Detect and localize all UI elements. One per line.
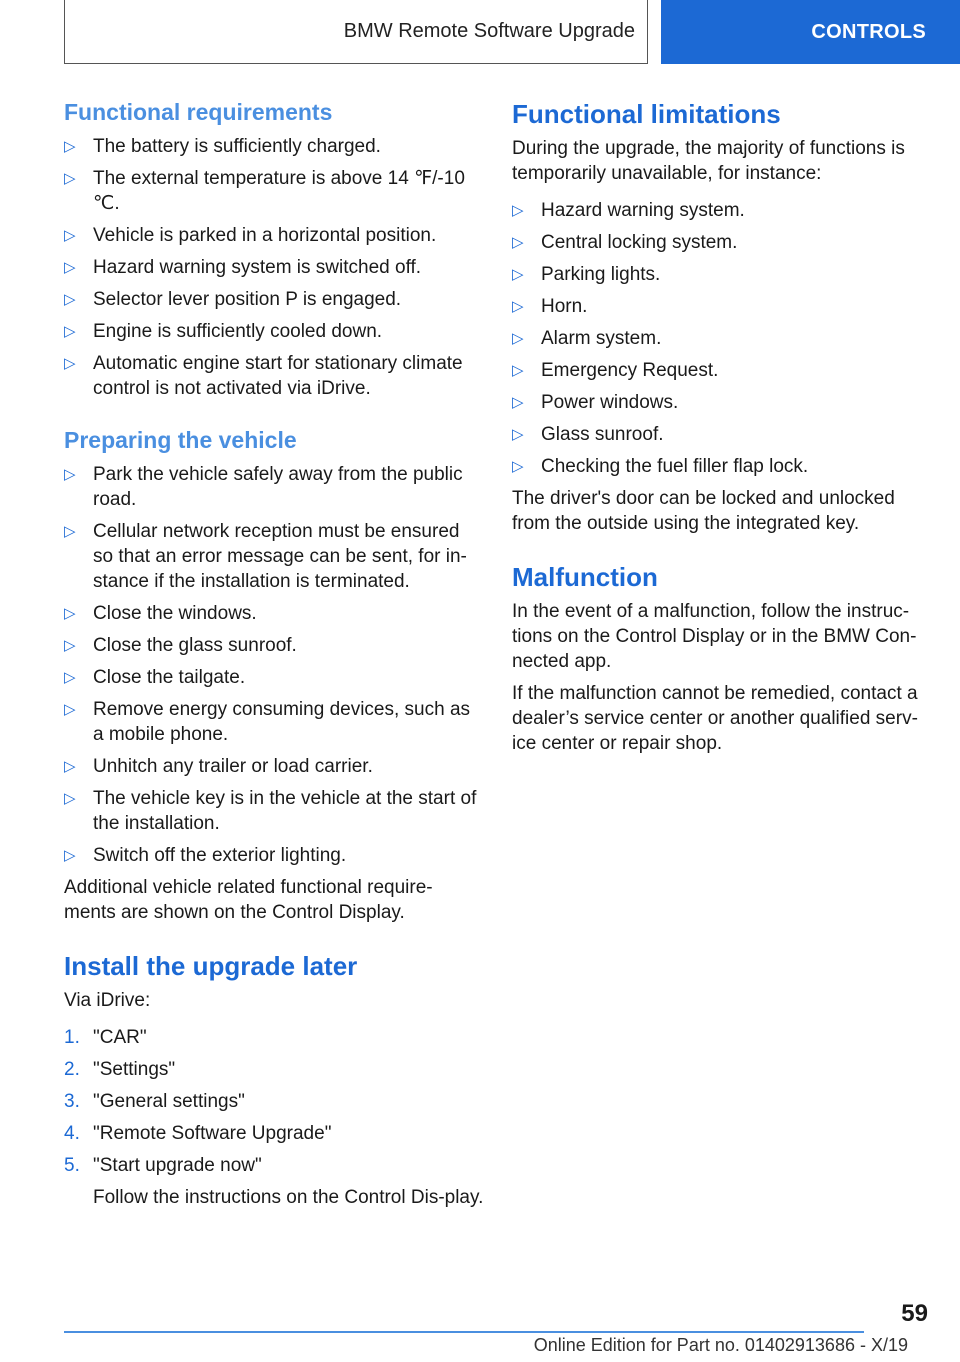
triangle-bullet-icon: ▷ [512, 393, 524, 411]
list-item: ▷ The external temperature is above 14 ℉/-10 ℃. [64, 167, 465, 214]
list-item: 5. "Start upgrade now" [64, 1154, 262, 1176]
triangle-bullet-icon: ▷ [64, 604, 76, 622]
list-item: 2. "Settings" [64, 1058, 176, 1080]
list-item: ▷ Close the windows. [64, 602, 257, 624]
limitations-list [512, 198, 927, 479]
triangle-bullet-icon: ▷ [64, 322, 76, 340]
footer-edition: Online Edition for Part no. 01402913686 - X/19 [533, 1335, 908, 1355]
list-item: ▷ Engine is sufficiently cooled down. [64, 320, 383, 342]
header-section-title [64, 0, 648, 64]
preparing-list [64, 462, 484, 868]
triangle-bullet-icon: ▷ [64, 700, 76, 718]
triangle-bullet-icon: ▷ [64, 290, 76, 308]
list-item: ▷ Unhitch any trailer or load carrier. [64, 755, 373, 777]
chapter-title: CONTROLS [811, 20, 926, 43]
list-item: ▷ Hazard warning system. [512, 199, 745, 221]
heading-install-later: Install the upgrade later [64, 950, 358, 981]
triangle-bullet-icon: ▷ [512, 297, 524, 315]
limitations-note: The driver's door can be locked and unlocked from the outside using the integrated key. [512, 487, 895, 534]
list-item: 3. "General settings" [64, 1090, 245, 1112]
triangle-bullet-icon: ▷ [512, 329, 524, 347]
install-steps [64, 1025, 484, 1178]
heading-functional-limitations: Functional limitations [512, 99, 781, 129]
malfunction-p1: In the event of a malfunction, follow the instruc-tions on the Control Display or in the BMW Con-nected app. [512, 600, 917, 672]
list-item: 1. "CAR" [64, 1026, 147, 1048]
triangle-bullet-icon: ▷ [64, 226, 76, 244]
triangle-bullet-icon: ▷ [64, 668, 76, 686]
malfunction-p2: If the malfunction cannot be remedied, contact a dealer’s service center or another qualified serv-ice center or repair shop. [512, 682, 918, 754]
list-item: ▷ Parking lights. [512, 263, 661, 285]
triangle-bullet-icon: ▷ [512, 233, 524, 251]
list-item: ▷ Glass sunroof. [512, 423, 664, 445]
triangle-bullet-icon: ▷ [512, 201, 524, 219]
triangle-bullet-icon: ▷ [64, 757, 76, 775]
list-item: ▷ Remove energy consuming devices, such as a mobile phone. [64, 698, 471, 745]
list-item: 4. "Remote Software Upgrade" [64, 1122, 332, 1144]
list-item: ▷ Vehicle is parked in a horizontal position. [64, 224, 437, 246]
list-item: ▷ Alarm system. [512, 327, 662, 349]
triangle-bullet-icon: ▷ [64, 789, 76, 807]
triangle-bullet-icon: ▷ [64, 354, 76, 372]
list-item: ▷ Automatic engine start for stationary climate control is not activated via iDrive. [64, 352, 463, 399]
list-item: ▷ Emergency Request. [512, 359, 719, 381]
triangle-bullet-icon: ▷ [64, 522, 76, 540]
left-column [64, 98, 484, 1217]
triangle-bullet-icon: ▷ [64, 636, 76, 654]
list-item: ▷ Power windows. [512, 391, 679, 413]
triangle-bullet-icon: ▷ [64, 137, 76, 155]
triangle-bullet-icon: ▷ [64, 465, 76, 483]
preparing-note: Additional vehicle related functional require-ments are shown on the Control Display. [64, 876, 433, 923]
list-item: ▷ The battery is sufficiently charged. [64, 135, 381, 157]
list-item: ▷ Switch off the exterior lighting. [64, 844, 347, 866]
heading-preparing-vehicle: Preparing the vehicle [64, 426, 297, 453]
list-item: ▷ Checking the fuel filler flap lock. [512, 455, 809, 477]
triangle-bullet-icon: ▷ [512, 425, 524, 443]
limitations-intro: During the upgrade, the majority of functions is temporarily unavailable, for instance: [512, 137, 905, 184]
right-column [512, 98, 927, 763]
triangle-bullet-icon: ▷ [512, 265, 524, 283]
list-item: ▷ Selector lever position P is engaged. [64, 288, 402, 310]
heading-functional-requirements: Functional requirements [64, 99, 333, 125]
triangle-bullet-icon: ▷ [64, 169, 76, 187]
list-item: ▷ Close the glass sunroof. [64, 634, 297, 656]
page-number: 59 [901, 1300, 928, 1327]
triangle-bullet-icon: ▷ [512, 457, 524, 475]
footer-divider [64, 1331, 864, 1333]
triangle-bullet-icon: ▷ [64, 258, 76, 276]
triangle-bullet-icon: ▷ [64, 846, 76, 864]
install-follow: Follow the instructions on the Control Dis-play. [93, 1186, 484, 1208]
heading-malfunction: Malfunction [512, 561, 658, 592]
list-item: ▷ Park the vehicle safely away from the public road. [64, 463, 463, 510]
list-item: ▷ Cellular network reception must be ensured so that an error message can be sent, for in-stance if the installation is terminated. [64, 520, 467, 592]
list-item: ▷ Close the tailgate. [64, 666, 246, 688]
requirements-list [64, 134, 484, 401]
list-item: ▷ Central locking system. [512, 231, 738, 253]
triangle-bullet-icon: ▷ [512, 361, 524, 379]
list-item: ▷ The vehicle key is in the vehicle at the start of the installation. [64, 787, 477, 834]
header-chapter-tab [661, 0, 960, 64]
section-title: BMW Remote Software Upgrade [343, 20, 635, 42]
list-item: ▷ Horn. [512, 295, 588, 317]
list-item: ▷ Hazard warning system is switched off. [64, 256, 422, 278]
install-intro: Via iDrive: [64, 989, 151, 1011]
